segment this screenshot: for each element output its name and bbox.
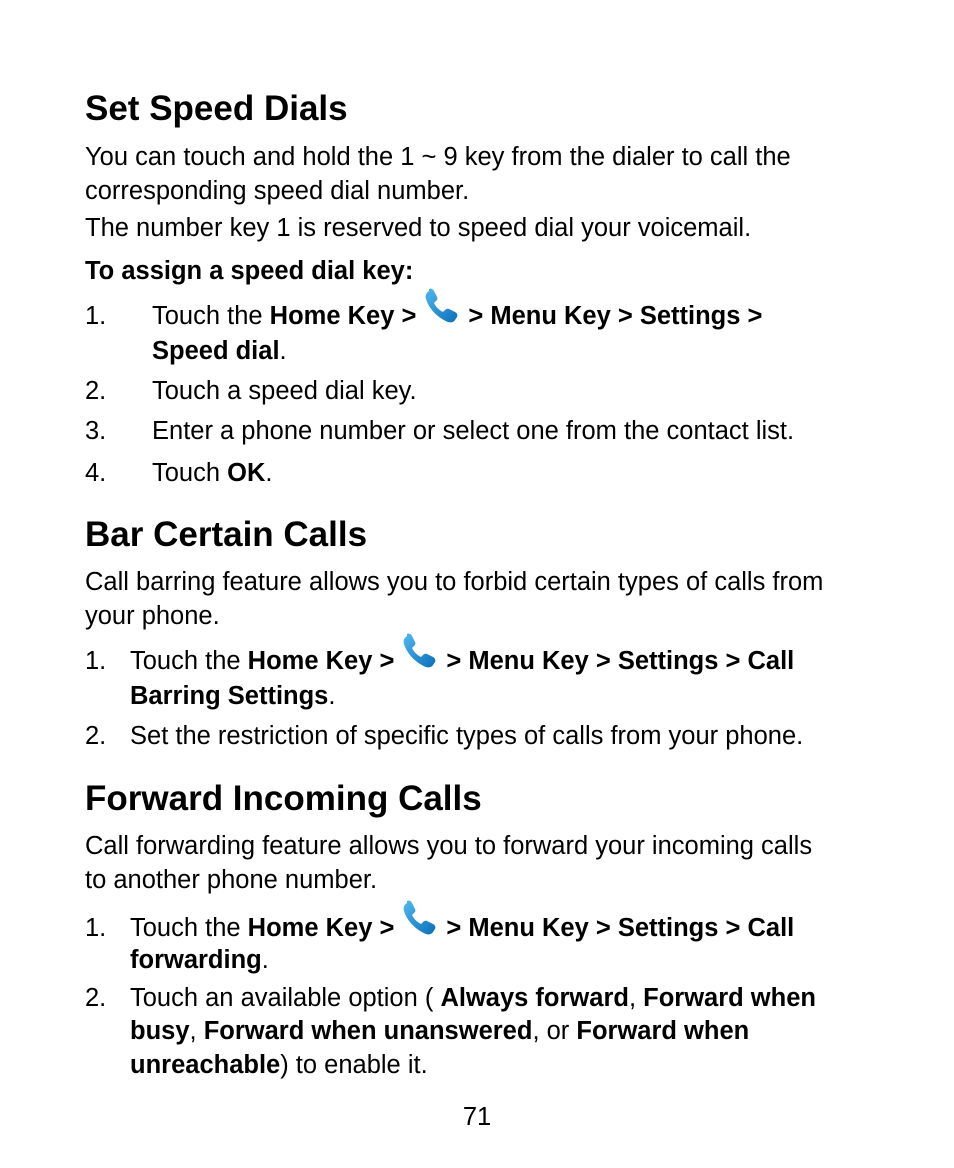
speed-dials-voicemail-note: The number key 1 is reserved to speed dial your voicemail.: [85, 214, 752, 242]
step-number: 1.: [85, 302, 107, 330]
forward-calls-intro-line-2: to another phone number.: [85, 866, 378, 894]
heading-bar-certain-calls: Bar Certain Calls: [85, 515, 368, 554]
phone-icon: [420, 299, 464, 333]
bar-calls-intro-line-1: Call barring feature allows you to forbid certain types of calls from: [85, 568, 824, 596]
phone-icon: [398, 644, 442, 678]
phone-icon: [398, 911, 442, 945]
bar-calls-intro-line-2: your phone.: [85, 602, 220, 630]
speed-dials-intro-line-1: You can touch and hold the 1 ~ 9 key from the dialer to call the: [85, 143, 791, 171]
heading-forward-incoming-calls: Forward Incoming Calls: [85, 779, 482, 818]
heading-set-speed-dials: Set Speed Dials: [85, 89, 348, 128]
speed-dials-intro-line-2: corresponding speed dial number.: [85, 177, 470, 205]
forward-calls-intro-line-1: Call forwarding feature allows you to forward your incoming calls: [85, 832, 813, 860]
assign-speed-dial-heading: To assign a speed dial key:: [85, 257, 414, 285]
page-number: 71: [462, 1103, 492, 1131]
